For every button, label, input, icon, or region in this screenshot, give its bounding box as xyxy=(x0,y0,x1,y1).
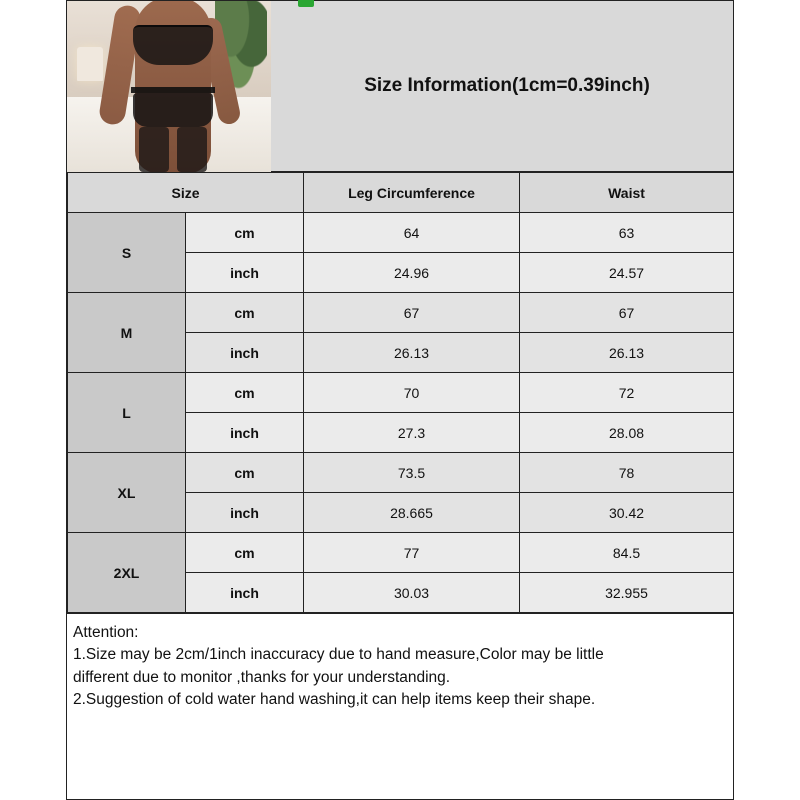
table-row xyxy=(68,213,734,253)
attention-heading: Attention: xyxy=(73,624,139,641)
value-leg-circumference: 26.13 xyxy=(304,333,520,373)
garment-stocking-right xyxy=(177,127,207,172)
value-waist: 67 xyxy=(520,293,734,333)
attention-line-3: 2.Suggestion of cold water hand washing,it can help items keep their shape. xyxy=(73,691,596,709)
table-row xyxy=(68,373,734,413)
unit-label: cm xyxy=(186,533,304,573)
unit-label: inch xyxy=(186,493,304,533)
value-waist: 26.13 xyxy=(520,333,734,373)
size-label: XL xyxy=(68,453,186,533)
table-row xyxy=(68,293,734,333)
attention-section xyxy=(67,613,733,799)
value-waist: 32.955 xyxy=(520,573,734,613)
value-waist: 28.08 xyxy=(520,413,734,453)
unit-label: cm xyxy=(186,373,304,413)
table-row xyxy=(68,533,734,573)
garment-brief xyxy=(133,93,213,127)
value-leg-circumference: 28.665 xyxy=(304,493,520,533)
header-cell-size: Size xyxy=(68,173,304,213)
value-waist: 78 xyxy=(520,453,734,493)
unit-label: inch xyxy=(186,253,304,293)
unit-label: cm xyxy=(186,293,304,333)
size-chart-frame xyxy=(66,0,734,800)
value-waist: 72 xyxy=(520,373,734,413)
header-cell-waist: Waist xyxy=(520,173,734,213)
size-information-title: Size Information(1cm=0.39inch) xyxy=(364,75,650,96)
size-label: 2XL xyxy=(68,533,186,613)
value-leg-circumference: 70 xyxy=(304,373,520,413)
table-row xyxy=(68,453,734,493)
attention-line-1: 1.Size may be 2cm/1inch inaccuracy due to hand measure,Color may be little xyxy=(73,646,604,664)
value-waist: 24.57 xyxy=(520,253,734,293)
unit-label: cm xyxy=(186,213,304,253)
value-leg-circumference: 27.3 xyxy=(304,413,520,453)
product-photo xyxy=(67,1,271,172)
header-cell-leg-circumference: Leg Circumference xyxy=(304,173,520,213)
unit-label: inch xyxy=(186,413,304,453)
value-leg-circumference: 64 xyxy=(304,213,520,253)
value-waist: 30.42 xyxy=(520,493,734,533)
unit-label: inch xyxy=(186,333,304,373)
table-header-row xyxy=(68,173,734,213)
lamp-icon xyxy=(77,47,103,81)
chart-header-band xyxy=(67,1,733,172)
value-waist: 63 xyxy=(520,213,734,253)
value-leg-circumference: 30.03 xyxy=(304,573,520,613)
garment-stocking-left xyxy=(139,127,169,172)
value-leg-circumference: 73.5 xyxy=(304,453,520,493)
unit-label: inch xyxy=(186,573,304,613)
value-leg-circumference: 24.96 xyxy=(304,253,520,293)
unit-label: cm xyxy=(186,453,304,493)
value-leg-circumference: 67 xyxy=(304,293,520,333)
garment-bra xyxy=(133,25,213,65)
green-marker-icon xyxy=(298,0,314,7)
size-label: M xyxy=(68,293,186,373)
value-leg-circumference: 77 xyxy=(304,533,520,573)
size-label: L xyxy=(68,373,186,453)
value-waist: 84.5 xyxy=(520,533,734,573)
size-table xyxy=(67,172,734,613)
attention-line-2: different due to monitor ,thanks for your understanding. xyxy=(73,668,451,686)
size-label: S xyxy=(68,213,186,293)
